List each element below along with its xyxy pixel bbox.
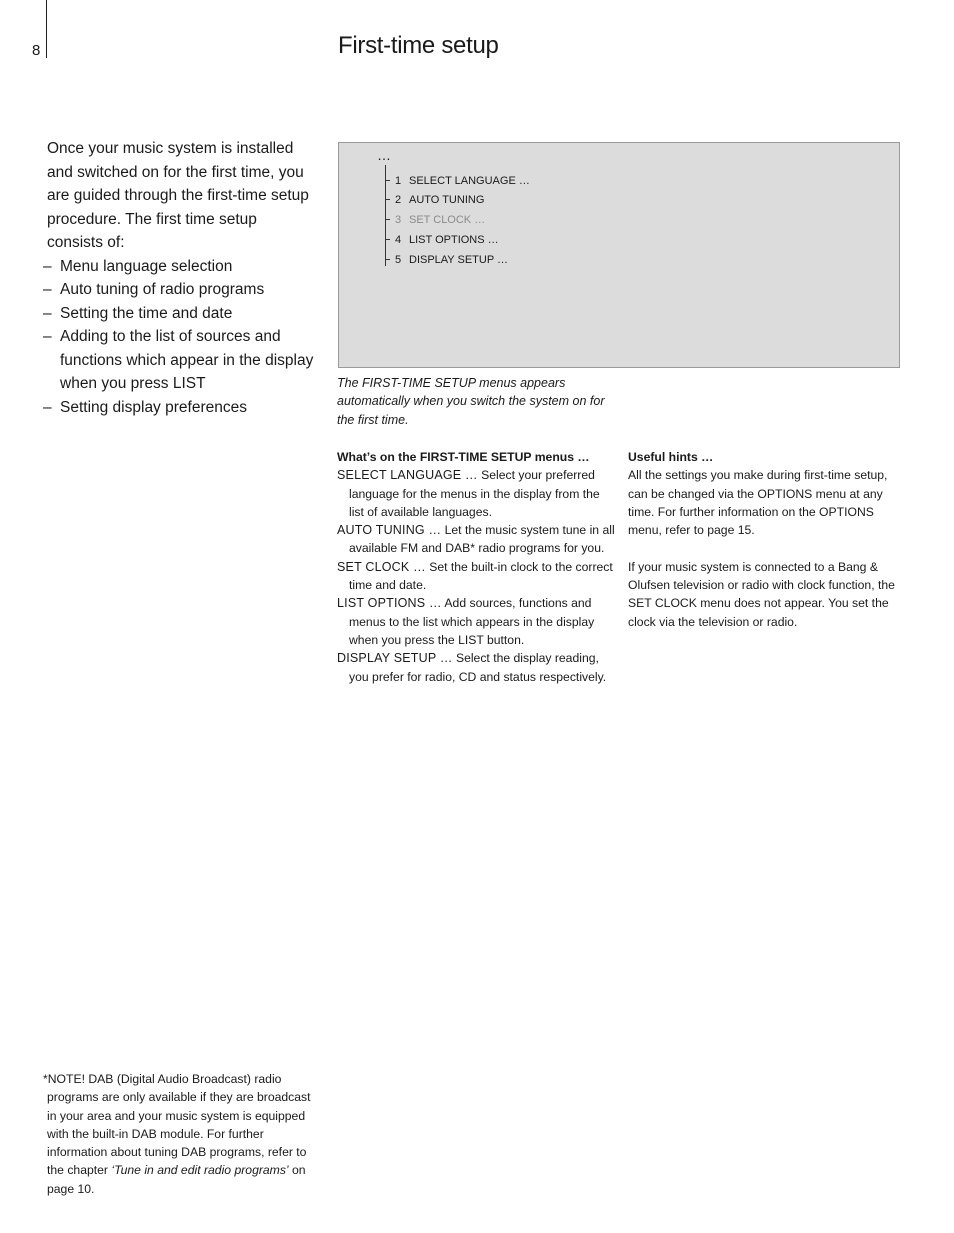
menu-display-illustration (338, 142, 900, 368)
definition-term: SELECT LANGUAGE … (337, 468, 478, 483)
menu-item-number: 1 (395, 175, 402, 187)
definition-entry (337, 558, 617, 595)
definition-text: Let the music system tune in all available FM and DAB* radio programs for you. (349, 523, 615, 556)
menu-tree-tick (385, 219, 390, 220)
menu-item-number: 5 (395, 254, 402, 266)
menu-item-label: SELECT LANGUAGE … (409, 175, 530, 187)
definition-text: Add sources, functions and menus to the list which appears in the display when you press the LIST button. (349, 596, 595, 647)
whats-on-section (337, 448, 617, 686)
list-item: – Auto tuning of radio programs (43, 278, 317, 302)
definition-text: Select your preferred language for the menus in the display from the list of available languages. (349, 468, 600, 519)
definition-entry (337, 466, 617, 521)
list-item: – Setting display preferences (43, 396, 317, 420)
useful-hints-section (628, 448, 900, 631)
definition-text: Set the built-in clock to the correct time and date. (349, 559, 613, 593)
list-item: – Setting the time and date (43, 302, 317, 326)
definition-text: Select the display reading, you prefer for radio, CD and status respectively. (349, 651, 607, 684)
definition-term: SET CLOCK … (337, 559, 426, 574)
hints-paragraph: All the settings you make during first-time setup, can be changed via the OPTIONS menu at any time. For further information on the OPTIONS menu, refer to page 15. (628, 468, 888, 538)
page-number: 8 (32, 42, 41, 59)
definition-term: LIST OPTIONS … (337, 596, 442, 611)
footnote (43, 1070, 321, 1198)
menu-tree-tick (385, 199, 390, 200)
intro-text: Once your music system is installed and switched on for the first time, you are guided through the first-time setup procedure. The first time setup consists of: (47, 140, 309, 251)
definition-entry (337, 594, 617, 649)
menu-tree-tick (385, 239, 390, 240)
whats-on-heading: What’s on the FIRST-TIME SETUP menus … (337, 450, 590, 464)
footnote-text-end: on page 10. (47, 1163, 306, 1196)
illustration-caption: The FIRST-TIME SETUP menus appears automatically when you switch the system on for the first time. (337, 376, 605, 427)
definition-term: AUTO TUNING … (337, 523, 442, 538)
menu-item-number: 4 (395, 234, 402, 246)
menu-ellipsis: … (377, 147, 392, 163)
menu-tree-tick (385, 259, 390, 260)
page-title: First-time setup (338, 32, 499, 59)
intro-list (47, 255, 317, 420)
footnote-chapter-reference: ‘Tune in and edit radio programs’ (111, 1163, 289, 1178)
definition-entry (337, 521, 617, 558)
menu-item-number: 3 (395, 214, 402, 226)
menu-tree-tick (385, 180, 390, 181)
intro-section (47, 137, 317, 419)
definition-term: DISPLAY SETUP … (337, 651, 453, 666)
menu-item-label: LIST OPTIONS … (409, 234, 499, 246)
paragraph-spacer (628, 539, 900, 557)
list-item: – Adding to the list of sources and functions which appear in the display when you press LIST (43, 325, 317, 396)
footnote-text (43, 1070, 321, 1198)
definition-entry (337, 649, 617, 686)
list-item: – Menu language selection (43, 255, 317, 279)
menu-item-label: AUTO TUNING (409, 194, 485, 206)
hints-paragraph: If your music system is connected to a Bang & Olufsen television or radio with clock function, the SET CLOCK menu does not appear. You set the clock via the television or radio. (628, 559, 895, 629)
page-rule (46, 0, 47, 58)
footnote-text-start: *NOTE! DAB (Digital Audio Broadcast) radio programs are only available if they are broadcast in your area and your music system is equipped with the built-in DAB module. For further information about tuning DAB programs, refer to the chapter (43, 1072, 311, 1178)
menu-item-number: 2 (395, 194, 402, 206)
menu-item-label: SET CLOCK … (409, 214, 486, 226)
useful-hints-heading: Useful hints … (628, 450, 714, 464)
menu-item-label: DISPLAY SETUP … (409, 254, 509, 266)
